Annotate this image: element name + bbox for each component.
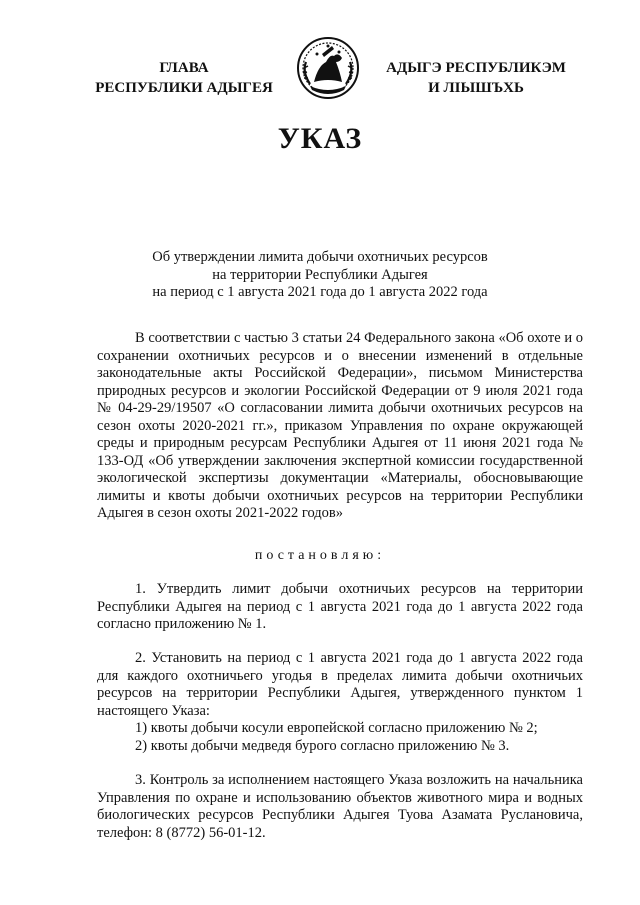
document-subject (100, 249, 540, 302)
document-title: УКАЗ (277, 122, 363, 155)
item1-paragraph: 1. Утвердить лимит добычи охотничьих ресурсов на территории Республики Адыгея на период с 1 августа 2021 года до 1 августа 2022 года согласно приложению № 1. (97, 581, 583, 632)
header-left (84, 58, 284, 98)
item2-paragraph: 2. Установить на период с 1 августа 2021 года до 1 августа 2022 года для каждого охотничьего угодья в пределах лимита добычи охотничьих ресурсов на территории Республики Адыгея, утвержденного пунктом 1 настоящего Указа: (97, 650, 583, 719)
subject-line1: Об утверждении лимита добычи охотничьих ресурсов (152, 249, 488, 265)
preamble-paragraph: В соответствии с частью 3 статьи 24 Федерального закона «Об охоте и о сохранении охотничьих ресурсов и о внесении изменений в отдельные законодательные акты Российской Федерации», письмом Министерства природных ресурсов и экологии Российской Федерации от 9 июля 2021 года № 04-29-29/19507 «О согласовании лимита добычи охотничьих ресурсов на сезон охоты 2020-2021 гг.», приказом Управления по охране окружающей среды и природным ресурсам Республики Адыгея от 11 июня 2021 года № 133-ОД «Об утверждении заключения экспертной комиссии государственной экологической экспертизы документации «Материалы, обосновывающие лимиты и квоты добычи охотничьих ресурсов на территории Республики Адыгея в сезон охоты 2021-2022 годов» (97, 330, 583, 521)
coat-of-arms-icon (296, 32, 360, 104)
subject-line2: на территории Республики Адыгея (212, 266, 428, 283)
preamble-block (97, 330, 583, 523)
item2-subitem1: 1) квоты добычи косули европейской согласно приложению № 2; (135, 720, 538, 736)
header-right-line1: АДЫГЭ РЕСПУБЛИКЭМ (386, 60, 566, 76)
item1-block (97, 581, 583, 634)
item3-block (97, 772, 583, 842)
header-left-line2: РЕСПУБЛИКИ АДЫГЕЯ (95, 80, 273, 96)
item3-paragraph: 3. Контроль за исполнением настоящего Указа возложить на начальника Управления по охране и использованию объектов животного мира и водных биологических ресурсов Республики Адыгея Туова Азамата Руслановича, телефон: 8 (8772) 56-01-12. (97, 772, 583, 841)
item2-block (97, 650, 583, 755)
header-right (386, 58, 566, 98)
header-left-line1: ГЛАВА (159, 60, 209, 76)
decree-word: постановляю: (254, 548, 386, 563)
subject-line3: на период с 1 августа 2021 года до 1 августа 2022 года (152, 284, 488, 300)
item2-subitem2: 2) квоты добычи медведя бурого согласно приложению № 3. (135, 737, 510, 754)
header-right-line2: И ЛІЫШЪХЬ (428, 80, 524, 96)
